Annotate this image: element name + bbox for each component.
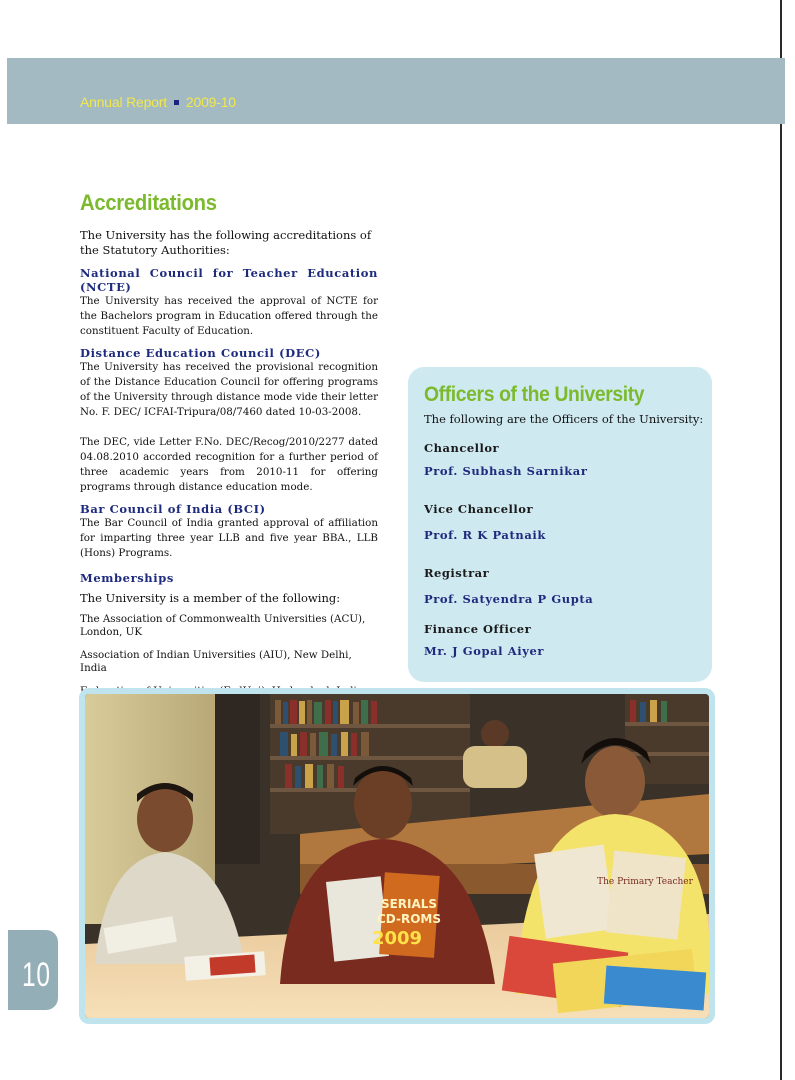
book-title-line1: SERIALS (380, 897, 438, 911)
ncte-heading: National Council for Teacher Education (NCTE) (80, 266, 378, 294)
membership-item: Association of Indian Universities (AIU), New Delhi, India (80, 649, 352, 674)
officer-role-finance-officer: Finance Officer (424, 622, 532, 636)
dec-heading: Distance Education Council (DEC) (80, 346, 321, 360)
officer-name-chancellor: Prof. Subhash Sarnikar (424, 464, 588, 478)
bci-paragraph: The Bar Council of India granted approval of affiliation for imparting three year LLB and five year BBA., LLB (Hons) Programs. (80, 517, 378, 559)
officer-name-vice-chancellor: Prof. R K Patnaik (424, 528, 546, 542)
running-header (80, 94, 236, 110)
accreditations-title: Accreditations (80, 190, 217, 215)
header-year: 2009-10 (185, 94, 236, 110)
accreditations-intro: The University has the following accreditations of the Statutory Authorities: (80, 228, 372, 257)
library-photo-frame (79, 688, 715, 1024)
bci-heading: Bar Council of India (BCI) (80, 502, 266, 516)
dec-paragraph-1: The University has received the provisional recognition of the Distance Education Council for offering programs of the University through distance mode vide their letter No. F. DEC/ ICFAI-Tripura/08/7460 dated 10-03-2008. (80, 361, 378, 418)
book-year: 2009 (371, 928, 423, 949)
page-number: 10 (22, 956, 51, 994)
officer-role-chancellor: Chancellor (424, 441, 500, 455)
officers-box (408, 367, 712, 682)
page-edge-line (780, 0, 782, 1080)
officers-title: Officers of the University (424, 383, 645, 406)
header-band (7, 58, 785, 124)
library-students-photo (85, 694, 709, 1018)
accreditations-column (80, 190, 378, 698)
ncte-paragraph: The University has received the approval of NCTE for the Bachelors program in Education offered through the constituent Faculty of Education. (80, 295, 378, 337)
square-bullet-icon (174, 100, 179, 105)
officer-name-registrar: Prof. Satyendra P Gupta (424, 592, 594, 606)
header-report-label: Annual Report (80, 94, 167, 110)
officer-name-finance-officer: Mr. J Gopal Aiyer (424, 644, 545, 658)
dec-paragraph-2: The DEC, vide Letter F.No. DEC/Recog/2010/2277 dated 04.08.2010 accorded recognition for a further period of three academic years from 2010-11 for offering programs through distance education mode. (80, 436, 378, 493)
memberships-intro: The University is a member of the following: (80, 591, 341, 605)
membership-item: The Association of Commonwealth Universities (ACU), London, UK (80, 613, 366, 638)
officers-intro: The following are the Officers of the University: (424, 412, 704, 426)
book-title-line2: CD-ROMS (377, 912, 441, 926)
magazine-title: The Primary Teacher (597, 877, 693, 887)
page-number-tab (8, 930, 58, 1010)
officer-role-registrar: Registrar (424, 566, 490, 580)
memberships-heading: Memberships (80, 571, 174, 585)
officer-role-vice-chancellor: Vice Chancellor (424, 502, 534, 516)
